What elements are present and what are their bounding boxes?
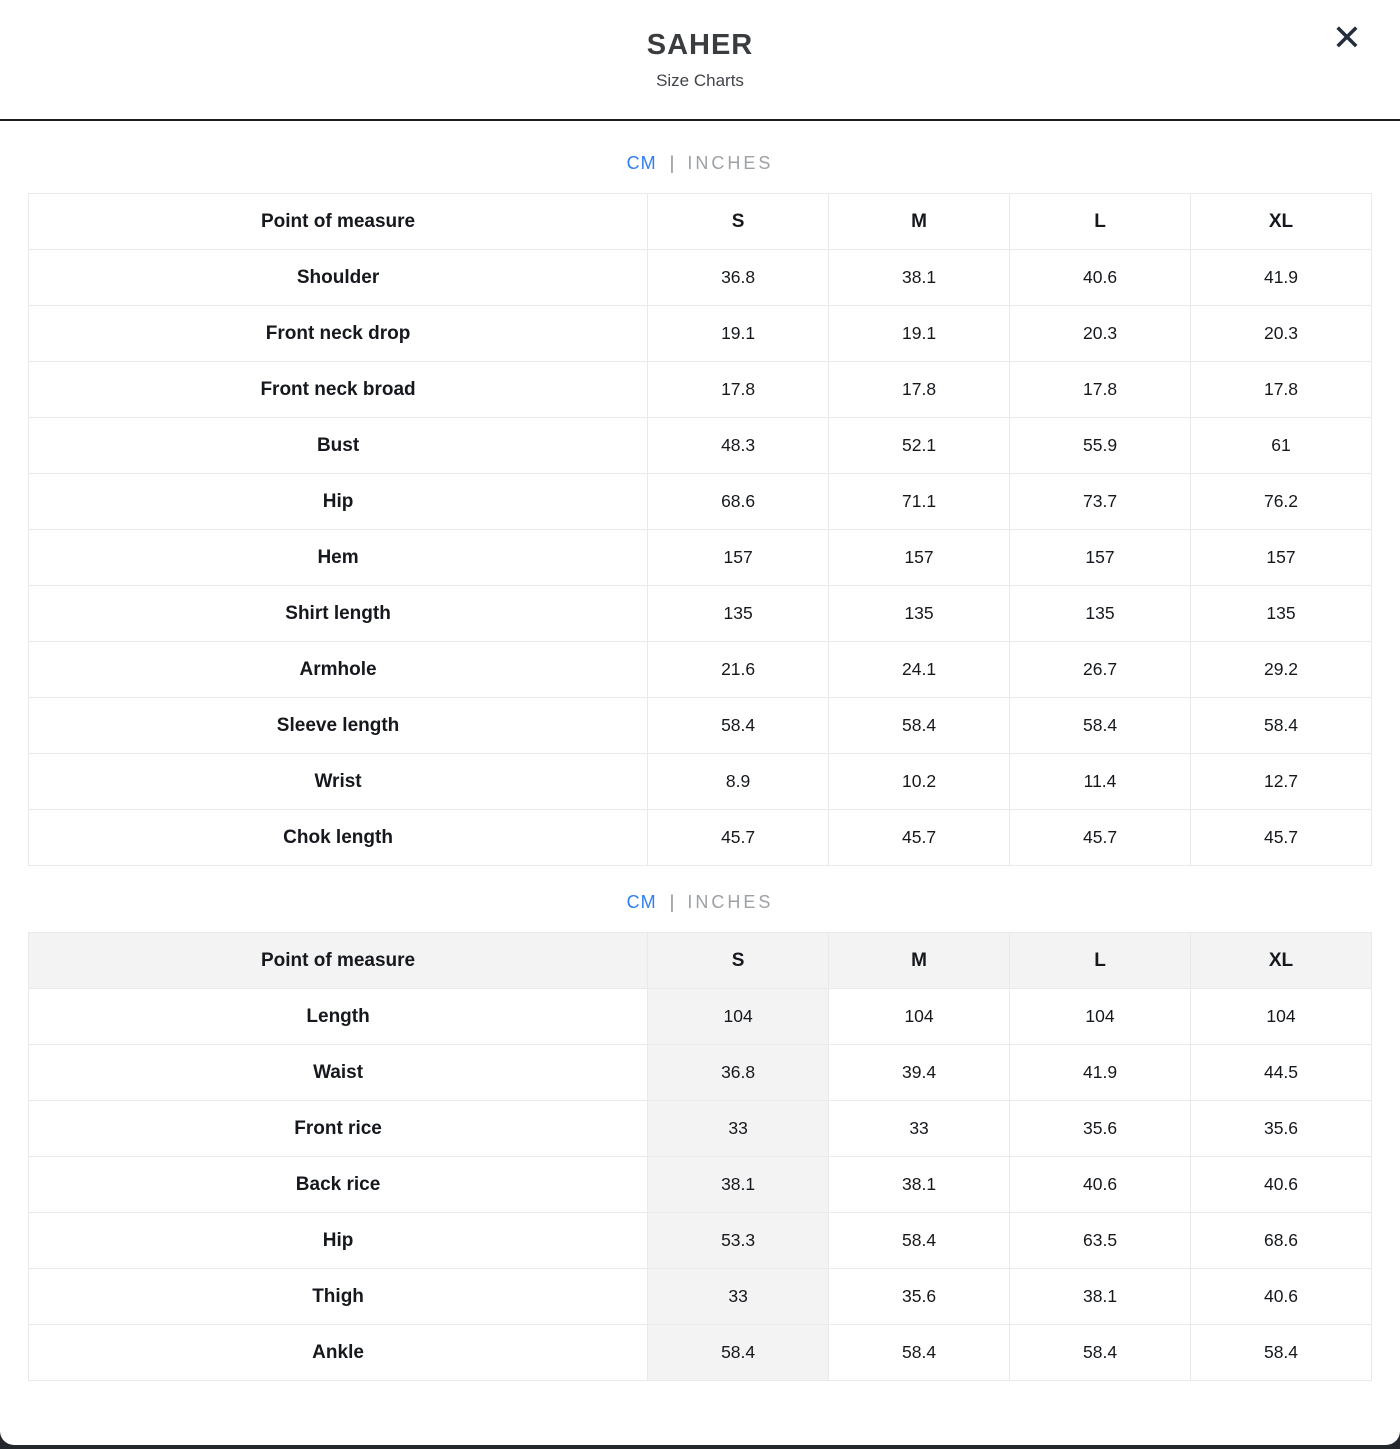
measurement-cell: 33: [648, 1101, 829, 1157]
row-label: Hip: [29, 474, 648, 530]
table-row: [29, 642, 1372, 698]
measurement-cell: 40.6: [1191, 1157, 1372, 1213]
measurement-cell: 36.8: [648, 1045, 829, 1101]
unit-toggle-divider: |: [669, 892, 675, 912]
measurement-cell: 76.2: [1191, 474, 1372, 530]
unit-cm-tab[interactable]: CM: [626, 892, 657, 912]
table-header-row: [29, 194, 1372, 250]
row-label: Hem: [29, 530, 648, 586]
table-row: [29, 1269, 1372, 1325]
measurement-cell: 17.8: [1191, 362, 1372, 418]
table-row: [29, 754, 1372, 810]
row-label: Wrist: [29, 754, 648, 810]
modal-subtitle: Size Charts: [656, 70, 744, 90]
size-chart-section-bottom: [0, 892, 1400, 1381]
measurement-cell: 135: [829, 586, 1010, 642]
column-header-point-of-measure: Point of measure: [29, 933, 648, 989]
row-label: Front neck broad: [29, 362, 648, 418]
measurement-cell: 48.3: [648, 418, 829, 474]
unit-inches-tab[interactable]: INCHES: [687, 892, 774, 912]
table-row: [29, 1157, 1372, 1213]
row-label: Sleeve length: [29, 698, 648, 754]
unit-cm-tab[interactable]: CM: [626, 153, 657, 173]
measurement-cell: 104: [1191, 989, 1372, 1045]
column-header-size-l: L: [1010, 933, 1191, 989]
row-label: Back rice: [29, 1157, 648, 1213]
measurement-cell: 135: [1191, 586, 1372, 642]
row-label: Front neck drop: [29, 306, 648, 362]
column-header-point-of-measure: Point of measure: [29, 194, 648, 250]
measurement-cell: 40.6: [1191, 1269, 1372, 1325]
measurement-cell: 19.1: [829, 306, 1010, 362]
table-row: [29, 418, 1372, 474]
measurement-cell: 38.1: [1010, 1269, 1191, 1325]
measurement-cell: 35.6: [829, 1269, 1010, 1325]
column-header-size-xl: XL: [1191, 194, 1372, 250]
measurement-cell: 35.6: [1010, 1101, 1191, 1157]
measurement-cell: 52.1: [829, 418, 1010, 474]
measurement-cell: 17.8: [648, 362, 829, 418]
table-row: [29, 530, 1372, 586]
table-row: [29, 1101, 1372, 1157]
measurement-cell: 8.9: [648, 754, 829, 810]
table-row: [29, 362, 1372, 418]
measurement-cell: 41.9: [1010, 1045, 1191, 1101]
size-chart-section-shirt: [0, 153, 1400, 866]
measurement-cell: 157: [1191, 530, 1372, 586]
row-label: Hip: [29, 1213, 648, 1269]
measurement-cell: 68.6: [1191, 1213, 1372, 1269]
unit-inches-tab[interactable]: INCHES: [687, 153, 774, 173]
unit-toggle: [0, 153, 1400, 174]
column-header-size-s: S: [648, 933, 829, 989]
size-table-shirt: [28, 193, 1372, 866]
table-row: [29, 989, 1372, 1045]
unit-toggle: [0, 892, 1400, 913]
table-row: [29, 810, 1372, 866]
measurement-cell: 29.2: [1191, 642, 1372, 698]
measurement-cell: 45.7: [1191, 810, 1372, 866]
measurement-cell: 41.9: [1191, 250, 1372, 306]
table-row: [29, 306, 1372, 362]
measurement-cell: 53.3: [648, 1213, 829, 1269]
unit-toggle-divider: |: [669, 153, 675, 173]
measurement-cell: 157: [829, 530, 1010, 586]
table-row: [29, 474, 1372, 530]
measurement-cell: 40.6: [1010, 1157, 1191, 1213]
measurement-cell: 39.4: [829, 1045, 1010, 1101]
row-label: Shirt length: [29, 586, 648, 642]
measurement-cell: 33: [648, 1269, 829, 1325]
modal-header: [0, 0, 1400, 121]
row-label: Front rice: [29, 1101, 648, 1157]
measurement-cell: 104: [648, 989, 829, 1045]
measurement-cell: 58.4: [829, 1213, 1010, 1269]
measurement-cell: 10.2: [829, 754, 1010, 810]
measurement-cell: 38.1: [648, 1157, 829, 1213]
measurement-cell: 17.8: [1010, 362, 1191, 418]
measurement-cell: 104: [1010, 989, 1191, 1045]
measurement-cell: 135: [1010, 586, 1191, 642]
measurement-cell: 58.4: [648, 1325, 829, 1381]
measurement-cell: 11.4: [1010, 754, 1191, 810]
table-row: [29, 586, 1372, 642]
row-label: Waist: [29, 1045, 648, 1101]
measurement-cell: 61: [1191, 418, 1372, 474]
measurement-cell: 58.4: [1191, 698, 1372, 754]
size-table-bottom: [28, 932, 1372, 1381]
measurement-cell: 58.4: [829, 1325, 1010, 1381]
measurement-cell: 19.1: [648, 306, 829, 362]
column-header-size-xl: XL: [1191, 933, 1372, 989]
measurement-cell: 45.7: [1010, 810, 1191, 866]
measurement-cell: 45.7: [829, 810, 1010, 866]
measurement-cell: 38.1: [829, 250, 1010, 306]
modal-body: [0, 153, 1400, 1381]
measurement-cell: 63.5: [1010, 1213, 1191, 1269]
page-title: SAHER: [646, 28, 754, 61]
measurement-cell: 12.7: [1191, 754, 1372, 810]
measurement-cell: 40.6: [1010, 250, 1191, 306]
measurement-cell: 26.7: [1010, 642, 1191, 698]
row-label: Length: [29, 989, 648, 1045]
measurement-cell: 24.1: [829, 642, 1010, 698]
close-icon[interactable]: ✕: [1324, 16, 1370, 60]
measurement-cell: 20.3: [1191, 306, 1372, 362]
measurement-cell: 104: [829, 989, 1010, 1045]
row-label: Chok length: [29, 810, 648, 866]
measurement-cell: 135: [648, 586, 829, 642]
measurement-cell: 35.6: [1191, 1101, 1372, 1157]
measurement-cell: 17.8: [829, 362, 1010, 418]
measurement-cell: 20.3: [1010, 306, 1191, 362]
measurement-cell: 58.4: [648, 698, 829, 754]
row-label: Ankle: [29, 1325, 648, 1381]
table-row: [29, 1213, 1372, 1269]
row-label: Bust: [29, 418, 648, 474]
column-header-size-l: L: [1010, 194, 1191, 250]
measurement-cell: 44.5: [1191, 1045, 1372, 1101]
measurement-cell: 157: [648, 530, 829, 586]
measurement-cell: 71.1: [829, 474, 1010, 530]
measurement-cell: 55.9: [1010, 418, 1191, 474]
table-row: [29, 1325, 1372, 1381]
measurement-cell: 58.4: [1191, 1325, 1372, 1381]
measurement-cell: 38.1: [829, 1157, 1010, 1213]
measurement-cell: 58.4: [829, 698, 1010, 754]
row-label: Thigh: [29, 1269, 648, 1325]
measurement-cell: 21.6: [648, 642, 829, 698]
column-header-size-m: M: [829, 933, 1010, 989]
table-row: [29, 250, 1372, 306]
table-header-row: [29, 933, 1372, 989]
measurement-cell: 68.6: [648, 474, 829, 530]
measurement-cell: 73.7: [1010, 474, 1191, 530]
table-row: [29, 698, 1372, 754]
measurement-cell: 36.8: [648, 250, 829, 306]
measurement-cell: 157: [1010, 530, 1191, 586]
table-row: [29, 1045, 1372, 1101]
measurement-cell: 45.7: [648, 810, 829, 866]
column-header-size-s: S: [648, 194, 829, 250]
measurement-cell: 58.4: [1010, 698, 1191, 754]
row-label: Armhole: [29, 642, 648, 698]
measurement-cell: 58.4: [1010, 1325, 1191, 1381]
measurement-cell: 33: [829, 1101, 1010, 1157]
column-header-size-m: M: [829, 194, 1010, 250]
row-label: Shoulder: [29, 250, 648, 306]
